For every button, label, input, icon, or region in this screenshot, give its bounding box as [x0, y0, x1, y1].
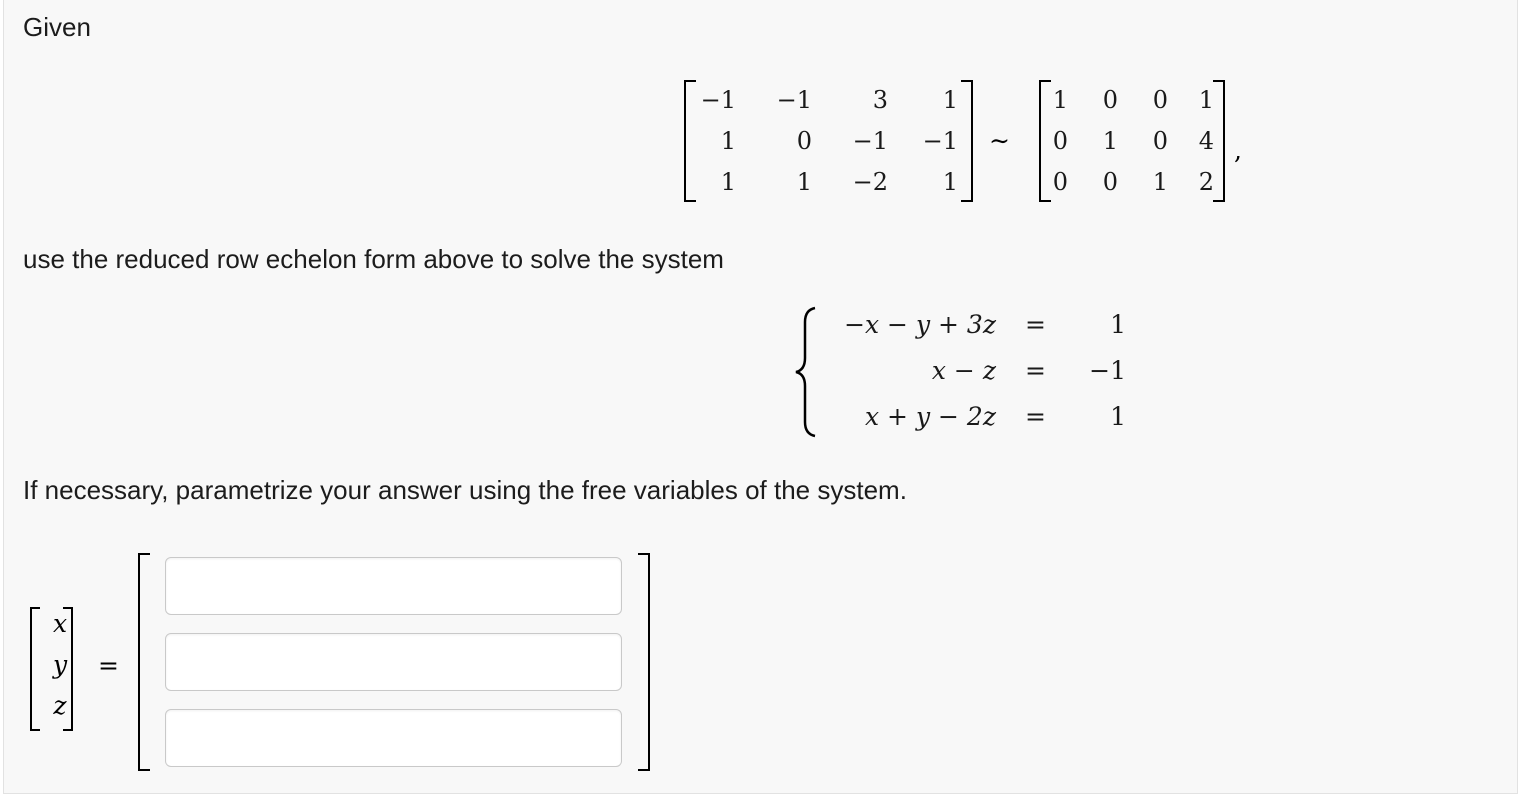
- answer-y-input[interactable]: [165, 633, 622, 691]
- var-z: z: [53, 691, 67, 720]
- matrix-rref-cell: 0: [1152, 86, 1168, 115]
- equation-3-lhs: x + y − 2z: [865, 402, 996, 431]
- matrix-rref-cell: 1: [1198, 86, 1214, 115]
- parametrize-note: If necessary, parametrize your answer using the free variables of the system.: [23, 475, 907, 505]
- matrix-a-cell: −2: [852, 167, 888, 196]
- matrix-a-cell: 0: [796, 126, 812, 155]
- left-brace-icon: [793, 306, 819, 438]
- matrix-a-cell: 1: [720, 126, 736, 155]
- matrix-rref-cell: 1: [1152, 167, 1168, 196]
- matrix-rref-cell: 0: [1102, 86, 1118, 115]
- equivalence-symbol: ∼: [989, 126, 1010, 155]
- matrix-rref-cell: 2: [1198, 167, 1214, 196]
- matrix-a-left-bracket: [684, 80, 696, 202]
- matrix-rref-cell: 0: [1152, 126, 1168, 155]
- equation-2-equals: =: [1025, 356, 1046, 385]
- matrix-a-cell: −1: [852, 126, 888, 155]
- answer-z-input[interactable]: [165, 709, 622, 767]
- matrix-a-cell: −1: [700, 86, 736, 115]
- var-y: y: [52, 650, 68, 679]
- equation-3-rhs: 1: [1110, 402, 1126, 431]
- matrix-a-cell: 1: [942, 167, 958, 196]
- matrix-rref-cell: 0: [1052, 167, 1068, 196]
- matrix-rref-cell: 0: [1102, 167, 1118, 196]
- var-vector-left-bracket: [30, 607, 40, 731]
- instruction-text: use the reduced row echelon form above to solve the system: [23, 244, 724, 274]
- answer-left-bracket: [138, 553, 150, 771]
- answer-equals: =: [98, 651, 119, 680]
- equation-1-lhs: −x − y + 3z: [844, 310, 996, 339]
- answer-x-input[interactable]: [165, 557, 622, 615]
- equation-1-rhs: 1: [1110, 310, 1126, 339]
- matrix-rref-cell: 4: [1198, 126, 1214, 155]
- matrix-a-cell: −1: [922, 126, 958, 155]
- matrix-rref-cell: 0: [1052, 126, 1068, 155]
- equation-3-equals: =: [1025, 402, 1046, 431]
- equation-1-equals: =: [1025, 310, 1046, 339]
- given-label: Given: [23, 12, 91, 42]
- var-vector-right-bracket: [63, 607, 73, 731]
- equation-2-rhs: −1: [1089, 356, 1126, 385]
- var-x: x: [52, 609, 68, 638]
- matrix-a-cell: 1: [942, 86, 958, 115]
- matrix-a-entries: [698, 80, 960, 202]
- trailing-comma: ,: [1234, 136, 1242, 165]
- matrix-rref-cell: 1: [1052, 86, 1068, 115]
- matrix-a-cell: 1: [720, 167, 736, 196]
- matrix-a-cell: −1: [776, 86, 812, 115]
- matrix-a-cell: 3: [872, 86, 888, 115]
- equation-2-lhs: x − z: [931, 356, 996, 385]
- matrix-rref-cell: 1: [1102, 126, 1118, 155]
- matrix-rref-right-bracket: [1213, 80, 1225, 202]
- matrix-a-cell: 1: [796, 167, 812, 196]
- answer-right-bracket: [638, 553, 650, 771]
- matrix-rref-entries: [1048, 80, 1214, 202]
- matrix-a-right-bracket: [961, 80, 973, 202]
